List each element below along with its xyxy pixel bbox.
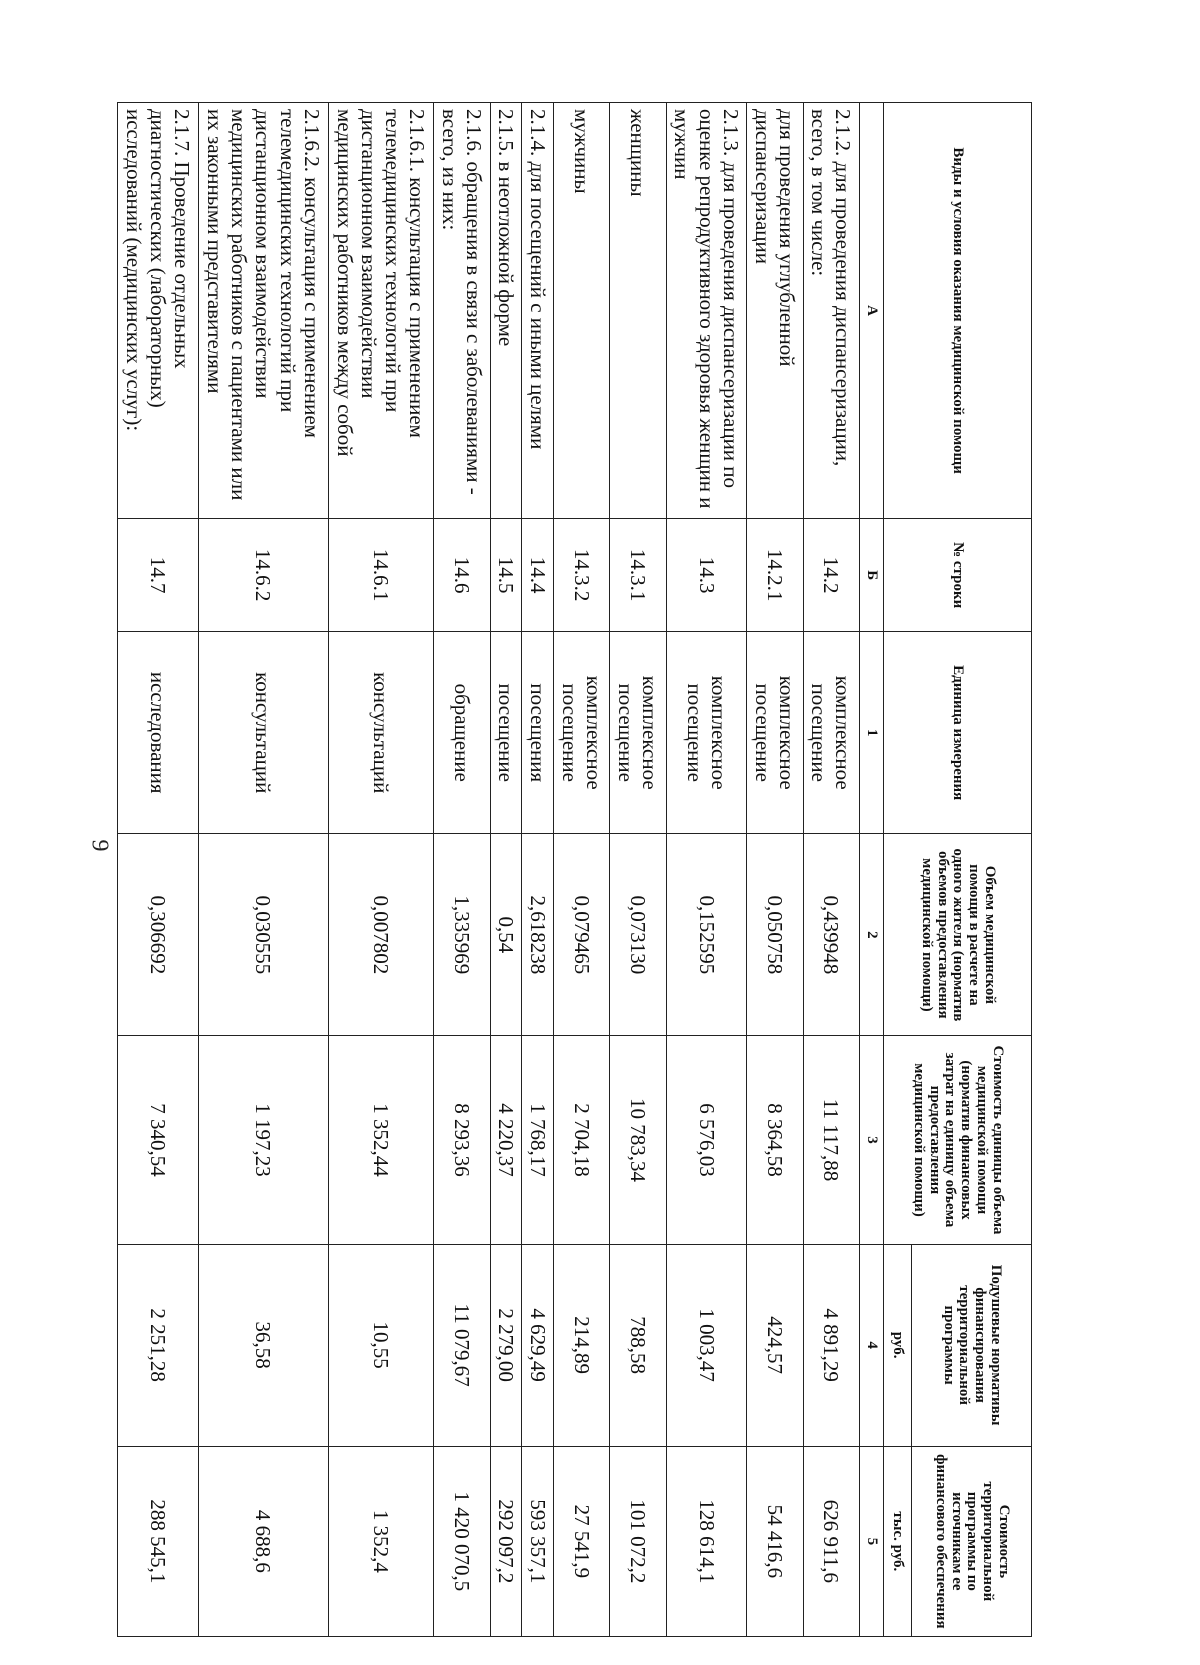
row-unit-cost: 2 704,18 — [554, 1036, 610, 1244]
row-unit-cost: 8 364,58 — [747, 1036, 803, 1244]
row-volume: 0,079465 — [554, 834, 610, 1036]
row-total: 593 357,1 — [522, 1446, 554, 1636]
row-name: 2.1.5. в неотложной форме — [490, 103, 522, 519]
header-unit-rub: руб. — [884, 1244, 912, 1446]
header-unit-cost: Стоимость единицы объема медицинской помощи (норматив финансовых затрат на единицу объема предоставления медицинской помощи) — [884, 1036, 1032, 1244]
row-volume: 0,54 — [490, 834, 522, 1036]
row-per-capita: 1 003,47 — [666, 1244, 747, 1446]
row-volume: 0,073130 — [610, 834, 666, 1036]
row-unit: посещения — [522, 632, 554, 834]
row-total: 1 420 070,5 — [434, 1446, 490, 1636]
row-unit-cost: 7 340,54 — [118, 1036, 199, 1244]
header-unit: Единица измерения — [884, 632, 1032, 834]
row-unit: комплексное посещение — [803, 632, 859, 834]
row-line-number: 14.2 — [803, 519, 859, 632]
table-row — [554, 103, 610, 1637]
row-line-number: 14.3 — [666, 519, 747, 632]
row-per-capita: 4 891,29 — [803, 1244, 859, 1446]
row-line-number: 14.5 — [490, 519, 522, 632]
row-unit: исследования — [118, 632, 199, 834]
row-total: 128 614,1 — [666, 1446, 747, 1636]
row-total: 101 072,2 — [610, 1446, 666, 1636]
header-program-cost: Стоимость территориальной программы по источникам ее финансового обеспечения — [912, 1446, 1032, 1636]
row-name: 2.1.6.2. консультация с применением телемедицинских технологий при дистанционном взаимодействии медицинских работников с пациентами или их законными представителями — [198, 103, 328, 519]
row-line-number: 14.6.1 — [328, 519, 433, 632]
row-line-number: 14.4 — [522, 519, 554, 632]
table-row — [610, 103, 666, 1637]
table-row — [434, 103, 490, 1637]
row-unit: посещение — [490, 632, 522, 834]
table-row — [198, 103, 328, 1637]
header-type-of-care: Виды и условия оказания медицинской помощи — [884, 103, 1032, 519]
table-container — [117, 102, 1032, 1637]
row-unit-cost: 8 293,36 — [434, 1036, 490, 1244]
table-row — [490, 103, 522, 1637]
row-volume: 2,618238 — [522, 834, 554, 1036]
row-line-number: 14.2.1 — [747, 519, 803, 632]
page-number: 9 — [86, 839, 113, 852]
header-volume-norm: Объем медицинской помощи в расчете на одного жителя (норматив объемов предоставления медицинской помощи) — [884, 834, 1032, 1036]
column-number: 5 — [860, 1446, 884, 1636]
column-number: 2 — [860, 834, 884, 1036]
row-total: 54 416,6 — [747, 1446, 803, 1636]
column-number: 3 — [860, 1036, 884, 1244]
row-line-number: 14.3.1 — [610, 519, 666, 632]
row-per-capita: 10,55 — [328, 1244, 433, 1446]
financing-table — [117, 102, 1032, 1637]
row-per-capita: 2 279,00 — [490, 1244, 522, 1446]
row-unit: комплексное посещение — [666, 632, 747, 834]
row-name: 2.1.6. обращения в связи с заболеваниями - всего, из них: — [434, 103, 490, 519]
row-total: 1 352,4 — [328, 1446, 433, 1636]
table-row — [118, 103, 199, 1637]
column-number: А — [860, 103, 884, 519]
row-volume: 0,030555 — [198, 834, 328, 1036]
row-name: 2.1.4. для посещений с иными целями — [522, 103, 554, 519]
row-name: 2.1.2. для проведения диспансеризации, всего, в том числе: — [803, 103, 859, 519]
row-unit: комплексное посещение — [747, 632, 803, 834]
row-unit-cost: 1 197,23 — [198, 1036, 328, 1244]
row-per-capita: 424,57 — [747, 1244, 803, 1446]
row-line-number: 14.6 — [434, 519, 490, 632]
table-row — [522, 103, 554, 1637]
row-unit: консультаций — [328, 632, 433, 834]
row-unit: комплексное посещение — [610, 632, 666, 834]
row-volume: 0,439948 — [803, 834, 859, 1036]
row-total: 27 541,9 — [554, 1446, 610, 1636]
row-name: 2.1.3. для проведения диспансеризации по оценке репродуктивного здоровья женщин и мужчин — [666, 103, 747, 519]
row-name: 2.1.6.1. консультация с применением телемедицинских технологий при дистанционном взаимодействии медицинских работников между собой — [328, 103, 433, 519]
row-per-capita: 36,58 — [198, 1244, 328, 1446]
row-per-capita: 2 251,28 — [118, 1244, 199, 1446]
header-line-number: № строки — [884, 519, 1032, 632]
table-row — [747, 103, 803, 1637]
row-volume: 0,007802 — [328, 834, 433, 1036]
row-unit: обращение — [434, 632, 490, 834]
header-unit-thousand-rub: тыс. руб. — [884, 1446, 912, 1636]
row-unit-cost: 10 783,34 — [610, 1036, 666, 1244]
row-total: 4 688,6 — [198, 1446, 328, 1636]
row-per-capita: 11 079,67 — [434, 1244, 490, 1446]
row-per-capita: 788,58 — [610, 1244, 666, 1446]
row-line-number: 14.7 — [118, 519, 199, 632]
row-name: для проведения углубленной диспансеризации — [747, 103, 803, 519]
row-volume: 1,335969 — [434, 834, 490, 1036]
row-total: 288 545,1 — [118, 1446, 199, 1636]
row-unit-cost: 1 768,17 — [522, 1036, 554, 1244]
column-number: 4 — [860, 1244, 884, 1446]
row-unit: консультаций — [198, 632, 328, 834]
row-line-number: 14.6.2 — [198, 519, 328, 632]
table-row — [328, 103, 433, 1637]
header-per-capita: Подушевые нормативы финансирования территориальной программы — [912, 1244, 1032, 1446]
table-body — [118, 103, 860, 1637]
row-unit-cost: 4 220,37 — [490, 1036, 522, 1244]
row-total: 292 097,2 — [490, 1446, 522, 1636]
row-name: женщины — [610, 103, 666, 519]
column-number: 1 — [860, 632, 884, 834]
row-unit-cost: 6 576,03 — [666, 1036, 747, 1244]
row-unit-cost: 11 117,88 — [803, 1036, 859, 1244]
row-per-capita: 4 629,49 — [522, 1244, 554, 1446]
table-row — [666, 103, 747, 1637]
column-number: Б — [860, 519, 884, 632]
row-line-number: 14.3.2 — [554, 519, 610, 632]
row-name: мужчины — [554, 103, 610, 519]
row-total: 626 911,6 — [803, 1446, 859, 1636]
row-unit-cost: 1 352,44 — [328, 1036, 433, 1244]
row-per-capita: 214,89 — [554, 1244, 610, 1446]
table-row — [803, 103, 859, 1637]
row-volume: 0,152595 — [666, 834, 747, 1036]
row-name: 2.1.7. Проведение отдельных диагностических (лабораторных) исследований (медицинских услуг): — [118, 103, 199, 519]
row-unit: комплексное посещение — [554, 632, 610, 834]
row-volume: 0,306692 — [118, 834, 199, 1036]
row-volume: 0,050758 — [747, 834, 803, 1036]
